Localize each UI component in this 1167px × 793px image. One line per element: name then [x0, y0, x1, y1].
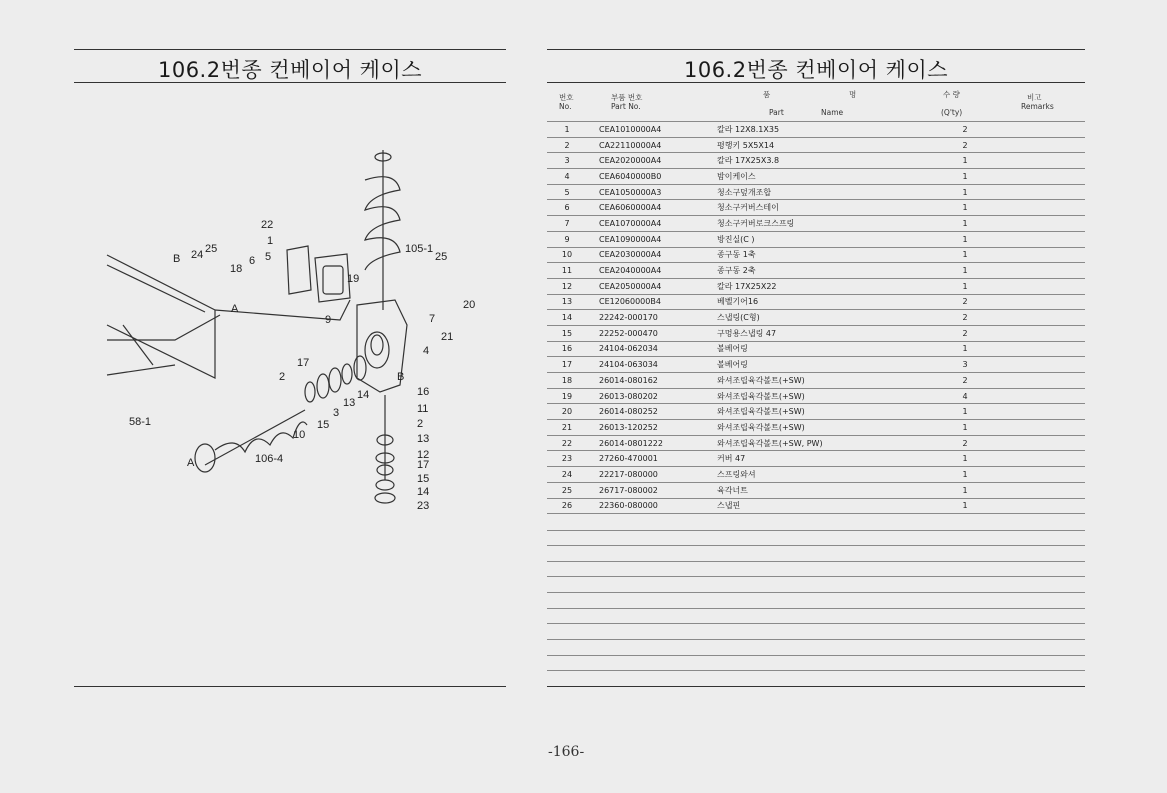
ruled-line — [547, 576, 1085, 577]
callout-label: A — [187, 457, 195, 469]
row-part-number: 22360-080000 — [587, 498, 717, 514]
row-remarks — [975, 184, 1085, 200]
row-part-name: 와셔조립육각볼트(+SW) — [717, 373, 955, 389]
row-number: 5 — [547, 184, 587, 200]
left-page-title: 106.2번종 컨베이어 케이스 — [157, 58, 423, 82]
row-number: 12 — [547, 278, 587, 294]
row-remarks — [975, 388, 1085, 404]
table-row — [547, 122, 1085, 137]
row-number: 20 — [547, 404, 587, 420]
row-part-name: 구멍용스냅링 47 — [717, 325, 955, 341]
row-part-name: 와셔조립육각볼트(+SW) — [717, 420, 955, 436]
callout-label: 13 — [343, 397, 356, 409]
callout-label: 19 — [347, 273, 360, 285]
row-part-name: 종구동 2축 — [717, 263, 955, 279]
callout-label: 16 — [417, 386, 430, 398]
row-part-number: 26013-080202 — [587, 388, 717, 404]
row-remarks — [975, 357, 1085, 373]
parts-table — [547, 122, 1085, 514]
row-quantity: 3 — [955, 357, 975, 373]
row-part-number: 22252-000470 — [587, 325, 717, 341]
ruled-line — [547, 545, 1085, 546]
row-number: 25 — [547, 482, 587, 498]
row-number: 7 — [547, 216, 587, 232]
callout-label: 24 — [191, 249, 204, 261]
row-part-name: 와셔조립육각볼트(+SW) — [717, 404, 955, 420]
callout-label: 4 — [423, 345, 430, 357]
table-row — [547, 482, 1085, 498]
callout-label: 21 — [441, 331, 454, 343]
row-number: 17 — [547, 357, 587, 373]
table-row — [547, 200, 1085, 216]
row-number: 19 — [547, 388, 587, 404]
row-quantity: 1 — [955, 404, 975, 420]
row-number: 1 — [547, 122, 587, 137]
table-row — [547, 325, 1085, 341]
right-page-title: 106.2번종 컨베이어 케이스 — [683, 58, 949, 82]
row-number: 26 — [547, 498, 587, 514]
title-rule-bottom — [547, 82, 1085, 83]
row-quantity: 2 — [955, 310, 975, 326]
table-row — [547, 357, 1085, 373]
row-quantity: 1 — [955, 498, 975, 514]
row-part-number: CEA2020000A4 — [587, 153, 717, 169]
callout-label: 14 — [417, 486, 430, 498]
ruled-line — [547, 608, 1085, 609]
callout-label: 6 — [249, 255, 256, 267]
row-part-number: 26717-080002 — [587, 482, 717, 498]
table-row — [547, 263, 1085, 279]
callout-label: B — [397, 371, 405, 383]
row-remarks — [975, 294, 1085, 310]
callout-label: 14 — [357, 389, 370, 401]
row-part-name: 청소구덮개조합 — [717, 184, 955, 200]
table-row — [547, 294, 1085, 310]
row-quantity: 1 — [955, 184, 975, 200]
table-row — [547, 278, 1085, 294]
row-remarks — [975, 373, 1085, 389]
bottom-rule — [547, 686, 1085, 687]
row-remarks — [975, 310, 1085, 326]
callout-label: 23 — [417, 500, 430, 512]
header-name-ko-2: 명 — [849, 90, 857, 99]
row-quantity: 4 — [955, 388, 975, 404]
row-part-name: 방진실(C ) — [717, 231, 955, 247]
row-number: 18 — [547, 373, 587, 389]
callout-label: 3 — [333, 407, 340, 419]
row-part-name: 와셔조립육각볼트(+SW) — [717, 388, 955, 404]
row-quantity: 1 — [955, 451, 975, 467]
header-part-no-en: Part No. — [611, 102, 641, 111]
table-row — [547, 373, 1085, 389]
title-rule-top — [74, 49, 506, 50]
row-quantity: 2 — [955, 325, 975, 341]
header-name-en-1: Part — [769, 108, 784, 117]
row-number: 13 — [547, 294, 587, 310]
row-part-name: 베벨기어16 — [717, 294, 955, 310]
row-number: 16 — [547, 341, 587, 357]
table-row — [547, 467, 1085, 483]
row-remarks — [975, 169, 1085, 185]
row-quantity: 2 — [955, 137, 975, 153]
row-part-name: 와셔조립육각볼트(+SW, PW) — [717, 435, 955, 451]
row-quantity: 1 — [955, 169, 975, 185]
row-remarks — [975, 482, 1085, 498]
table-row — [547, 184, 1085, 200]
parts-table-body — [547, 122, 1085, 514]
row-number: 22 — [547, 435, 587, 451]
row-number: 9 — [547, 231, 587, 247]
header-no-en: No. — [559, 102, 572, 111]
row-part-number: 24104-062034 — [587, 341, 717, 357]
table-row — [547, 153, 1085, 169]
row-quantity: 2 — [955, 294, 975, 310]
row-part-number: 27260-470001 — [587, 451, 717, 467]
row-part-number: CE12060000B4 — [587, 294, 717, 310]
table-row — [547, 498, 1085, 514]
row-number: 24 — [547, 467, 587, 483]
row-part-name: 청소구커버스테이 — [717, 200, 955, 216]
callout-label: 25 — [205, 243, 218, 255]
row-remarks — [975, 451, 1085, 467]
row-remarks — [975, 263, 1085, 279]
row-remarks — [975, 498, 1085, 514]
row-part-number: CEA6040000B0 — [587, 169, 717, 185]
callout-label: 7 — [429, 313, 436, 325]
row-part-name: 스냅링(C형) — [717, 310, 955, 326]
row-part-number: 22242-000170 — [587, 310, 717, 326]
row-remarks — [975, 247, 1085, 263]
row-remarks — [975, 200, 1085, 216]
callout-label: 17 — [417, 459, 430, 471]
row-part-name: 육각너트 — [717, 482, 955, 498]
callout-label: 106-4 — [255, 453, 284, 465]
row-remarks — [975, 325, 1085, 341]
row-part-number: 26014-0801222 — [587, 435, 717, 451]
bottom-rule — [74, 686, 506, 687]
callout-label: 17 — [297, 357, 310, 369]
callout-label: 11 — [417, 403, 429, 415]
header-remarks-en: Remarks — [1021, 102, 1054, 111]
ruled-line — [547, 655, 1085, 656]
row-remarks — [975, 278, 1085, 294]
header-remarks-ko: 비고 — [1027, 93, 1042, 102]
row-remarks — [975, 137, 1085, 153]
callout-label: 20 — [463, 299, 475, 311]
header-qty-en: (Q'ty) — [941, 108, 963, 117]
table-row — [547, 169, 1085, 185]
row-part-number: 24104-063034 — [587, 357, 717, 373]
callout-label: 15 — [417, 473, 430, 485]
callout-label: 1 — [267, 235, 274, 247]
callout-label: B — [173, 253, 181, 265]
header-part-no-ko: 부품 번호 — [611, 93, 643, 102]
row-part-number: CEA2050000A4 — [587, 278, 717, 294]
row-remarks — [975, 467, 1085, 483]
row-part-number: 26014-080162 — [587, 373, 717, 389]
row-quantity: 1 — [955, 200, 975, 216]
callout-label: 9 — [325, 314, 332, 326]
row-number: 21 — [547, 420, 587, 436]
header-name-en-2: Name — [821, 108, 844, 117]
table-row — [547, 137, 1085, 153]
ruled-line — [547, 561, 1085, 562]
row-number: 23 — [547, 451, 587, 467]
row-part-name: 평행키 5X5X14 — [717, 137, 955, 153]
row-part-number: CEA6060000A4 — [587, 200, 717, 216]
header-qty-ko: 수 량 — [943, 90, 960, 99]
ruled-line — [547, 639, 1085, 640]
header-name-ko-1: 품 — [763, 90, 771, 99]
row-number: 2 — [547, 137, 587, 153]
row-remarks — [975, 122, 1085, 137]
table-row — [547, 388, 1085, 404]
row-part-number: 26014-080252 — [587, 404, 717, 420]
page-number: -166- — [548, 744, 585, 760]
callout-label: A — [231, 303, 239, 315]
callout-label: 5 — [265, 251, 272, 263]
table-row — [547, 420, 1085, 436]
table-row — [547, 247, 1085, 263]
row-remarks — [975, 435, 1085, 451]
row-quantity: 2 — [955, 122, 975, 137]
callout-label: 22 — [261, 219, 274, 231]
callout-label: 58-1 — [129, 416, 152, 428]
table-row — [547, 231, 1085, 247]
row-remarks — [975, 420, 1085, 436]
row-quantity: 1 — [955, 467, 975, 483]
row-part-name: 청소구커버로크스프링 — [717, 216, 955, 232]
row-number: 6 — [547, 200, 587, 216]
ruled-line — [547, 592, 1085, 593]
callout-label: 10 — [293, 429, 306, 441]
table-row — [547, 216, 1085, 232]
callout-label: 25 — [435, 251, 448, 263]
row-number: 14 — [547, 310, 587, 326]
row-remarks — [975, 216, 1085, 232]
ruled-line — [547, 670, 1085, 671]
row-part-name: 종구동 1축 — [717, 247, 955, 263]
callout-label: 18 — [230, 263, 243, 275]
row-number: 15 — [547, 325, 587, 341]
row-quantity: 1 — [955, 420, 975, 436]
row-number: 4 — [547, 169, 587, 185]
row-part-number: CEA1070000A4 — [587, 216, 717, 232]
row-remarks — [975, 231, 1085, 247]
row-part-number: CEA1010000A4 — [587, 122, 717, 137]
row-quantity: 1 — [955, 263, 975, 279]
row-part-name: 스프링와셔 — [717, 467, 955, 483]
callout-label: 2 — [279, 371, 286, 383]
header-no-ko: 번호 — [559, 93, 574, 102]
callout-label: 12 — [417, 449, 430, 461]
ruled-line — [547, 623, 1085, 624]
row-part-name: 볼베어링 — [717, 341, 955, 357]
title-rule-bottom — [74, 82, 506, 83]
row-number: 10 — [547, 247, 587, 263]
row-remarks — [975, 153, 1085, 169]
exploded-parts-diagram — [95, 140, 475, 520]
callout-label: 105-1 — [405, 243, 434, 255]
callout-label: 15 — [317, 419, 330, 431]
callout-label: 13 — [417, 433, 430, 445]
row-remarks — [975, 404, 1085, 420]
row-part-name: 칼라 17X25X3.8 — [717, 153, 955, 169]
title-rule-top — [547, 49, 1085, 50]
row-part-name: 볼베어링 — [717, 357, 955, 373]
row-part-number: CA22110000A4 — [587, 137, 717, 153]
row-part-name: 밤이케이스 — [717, 169, 955, 185]
row-number: 3 — [547, 153, 587, 169]
row-part-number: 22217-080000 — [587, 467, 717, 483]
table-row — [547, 451, 1085, 467]
row-part-name: 커버 47 — [717, 451, 955, 467]
row-part-number: CEA1050000A3 — [587, 184, 717, 200]
ruled-line — [547, 530, 1085, 531]
table-row — [547, 310, 1085, 326]
row-part-number: CEA1090000A4 — [587, 231, 717, 247]
row-quantity: 1 — [955, 278, 975, 294]
right-page — [545, 0, 1085, 793]
row-quantity: 1 — [955, 231, 975, 247]
row-part-name: 칼라 12X8.1X35 — [717, 122, 955, 137]
row-part-number: CEA2030000A4 — [587, 247, 717, 263]
row-number: 11 — [547, 263, 587, 279]
row-quantity: 2 — [955, 373, 975, 389]
row-quantity: 1 — [955, 216, 975, 232]
row-part-name: 스냅핀 — [717, 498, 955, 514]
left-page — [0, 0, 560, 793]
row-part-number: CEA2040000A4 — [587, 263, 717, 279]
row-quantity: 1 — [955, 153, 975, 169]
callout-label: 2 — [417, 418, 424, 430]
row-part-number: 26013-120252 — [587, 420, 717, 436]
row-part-name: 칼라 17X25X22 — [717, 278, 955, 294]
table-row — [547, 435, 1085, 451]
row-quantity: 1 — [955, 482, 975, 498]
row-quantity: 1 — [955, 247, 975, 263]
row-remarks — [975, 341, 1085, 357]
table-row — [547, 341, 1085, 357]
table-row — [547, 404, 1085, 420]
row-quantity: 1 — [955, 341, 975, 357]
row-quantity: 2 — [955, 435, 975, 451]
